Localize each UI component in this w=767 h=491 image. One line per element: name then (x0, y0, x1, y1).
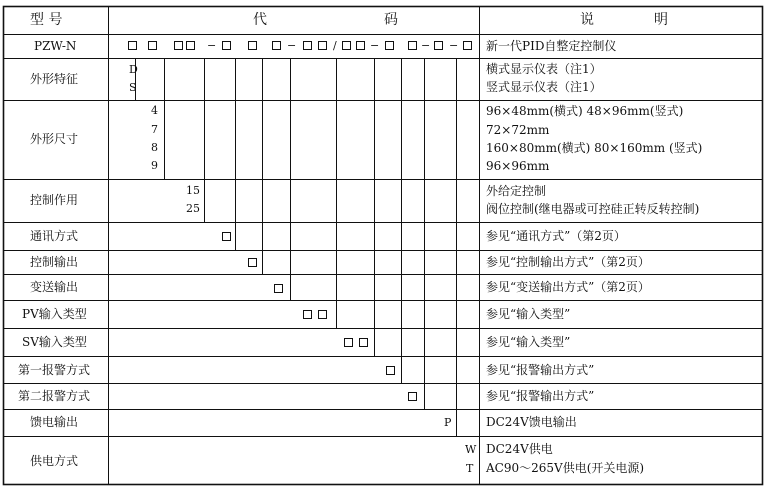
code-box (359, 338, 368, 347)
code-box (408, 392, 417, 401)
code-box (344, 338, 353, 347)
code-separator: / (333, 39, 337, 52)
row-label-size: 外形尺寸 (30, 132, 79, 146)
row-label-power: 供电方式 (30, 454, 79, 468)
code-w: W (465, 443, 477, 456)
code-8: 8 (151, 141, 158, 154)
header-desc-1: 说 (580, 12, 594, 28)
code-15: 15 (186, 184, 200, 197)
row-label-control: 控制作用 (30, 193, 79, 207)
code-box (148, 41, 157, 50)
desc-alarm1: 参见“报警输出方式” (486, 363, 595, 377)
code-d: D (129, 63, 138, 76)
header-desc-2: 明 (654, 12, 668, 28)
desc-ctrl-out: 参见“控制输出方式”（第2页） (486, 255, 650, 269)
desc-power-dc: DC24V供电 (486, 442, 553, 456)
code-box (222, 41, 231, 50)
code-box (274, 284, 283, 293)
code-s: S (129, 81, 137, 94)
code-box (408, 41, 417, 50)
model-description: 新一代PID自整定控制仪 (486, 39, 617, 53)
desc-alarm2: 参见“报警输出方式” (486, 389, 595, 403)
code-separator: − (370, 39, 380, 52)
header-code-2: 码 (384, 12, 398, 28)
code-box (434, 41, 443, 50)
code-box (174, 41, 183, 50)
desc-external-setpoint: 外给定控制 (486, 184, 547, 198)
code-box (128, 41, 137, 50)
desc-size-72x72: 72×72mm (486, 123, 550, 137)
code-p: P (444, 416, 452, 429)
row-label-appearance: 外形特征 (30, 72, 79, 86)
code-box (272, 41, 281, 50)
code-7: 7 (151, 123, 158, 136)
desc-vertical: 竖式显示仪表（注1） (486, 80, 602, 94)
desc-transmit: 参见“变送输出方式”（第2页） (486, 280, 650, 294)
code-box (386, 366, 395, 375)
code-separator: − (421, 39, 431, 52)
row-label-feed: 馈电输出 (30, 415, 79, 429)
desc-sv-input: 参见“输入类型” (486, 335, 571, 349)
row-label-pv-input: PV输入类型 (22, 307, 87, 321)
row-label-comm: 通讯方式 (30, 229, 79, 243)
desc-feed: DC24V馈电输出 (486, 415, 577, 429)
code-separator: − (449, 39, 459, 52)
desc-size-96x96: 96×96mm (486, 159, 550, 173)
row-label-alarm2: 第二报警方式 (18, 389, 91, 403)
header-code-1: 代 (253, 12, 267, 28)
code-25: 25 (186, 202, 200, 215)
desc-valve-position: 阀位控制(继电器或可控硅正转反转控制) (486, 202, 700, 216)
code-box (248, 41, 257, 50)
code-box (303, 41, 312, 50)
code-box (385, 41, 394, 50)
header-model: 型 号 (30, 12, 63, 28)
row-label-alarm1: 第一报警方式 (18, 363, 91, 377)
code-4: 4 (151, 104, 158, 117)
code-box (463, 41, 472, 50)
desc-pv-input: 参见“输入类型” (486, 307, 571, 321)
desc-power-ac: AC90～265V供电(开关电源) (486, 461, 645, 475)
code-t: T (466, 462, 474, 475)
row-label-transmit: 变送输出 (30, 280, 79, 294)
desc-horizontal: 横式显示仪表（注1） (486, 62, 602, 76)
code-box (318, 310, 327, 319)
model-number: PZW-N (34, 39, 77, 53)
code-9: 9 (151, 159, 158, 172)
code-separator: − (207, 39, 217, 52)
row-label-sv-input: SV输入类型 (22, 335, 87, 349)
code-box (222, 232, 231, 241)
desc-size-96x48: 96×48mm(横式) 48×96mm(竖式) (486, 104, 684, 118)
code-box (356, 41, 365, 50)
code-box (303, 310, 312, 319)
code-separator: − (287, 39, 297, 52)
code-box (342, 41, 351, 50)
code-box (318, 41, 327, 50)
code-box (248, 258, 257, 267)
desc-size-160x80: 160×80mm(横式) 80×160mm (竖式) (486, 141, 703, 155)
row-label-ctrl-out: 控制输出 (30, 255, 79, 269)
desc-comm: 参见“通讯方式”（第2页） (486, 229, 626, 243)
code-box (186, 41, 195, 50)
